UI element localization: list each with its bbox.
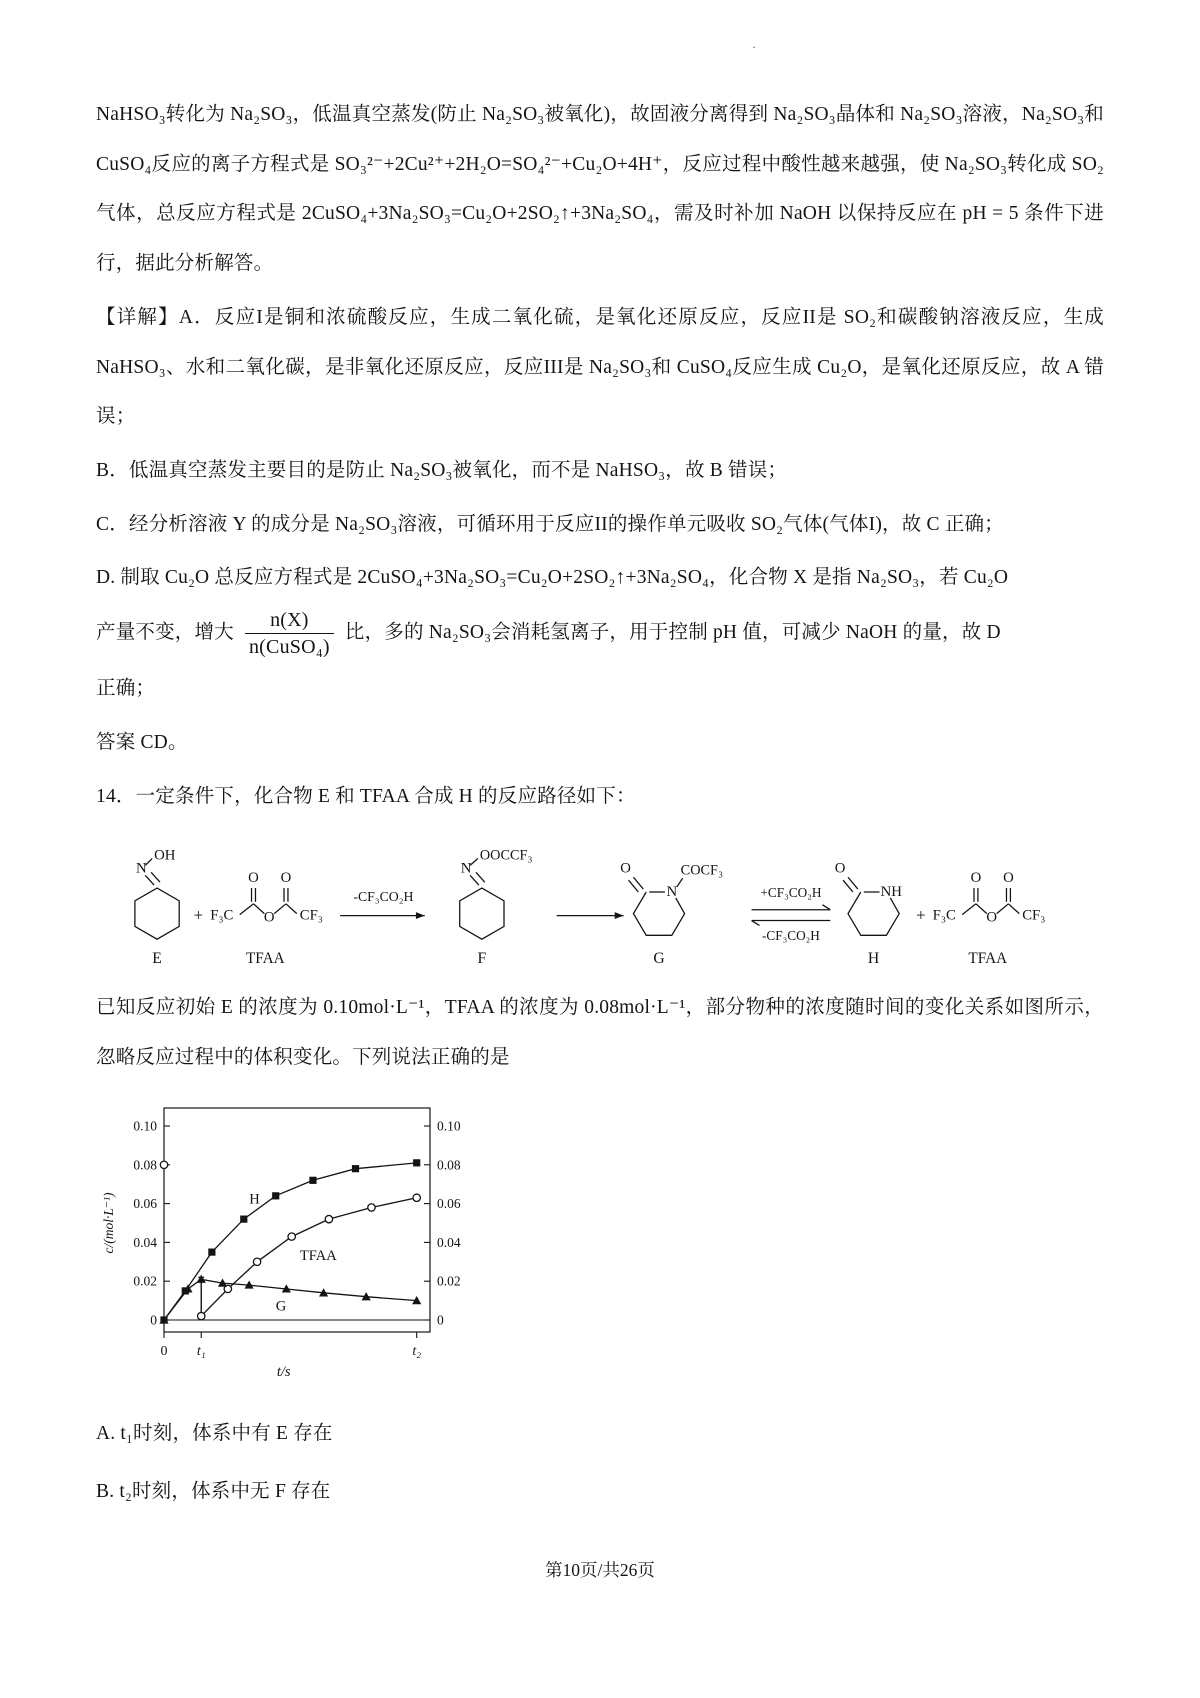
atom-o-label: O: [620, 860, 631, 877]
concentration-chart: [98, 1092, 1104, 1395]
reaction-scheme-svg: [96, 829, 1100, 977]
option-b: B. t₂时刻，体系中无 F 存在: [96, 1481, 331, 1503]
paragraph-detail-a: 【详解】A．反应I是铜和浓硫酸反应，生成二氧化硫，是氧化还原反应，反应II是 SO₂和碳酸钠溶液反应，生成 NaHSO₃、水和二氧化碳，是非氧化还原反应，反应III是 Na₂SO₃和 CuSO₄反应生成 Cu₂O，是氧化还原反应，故 A 错误；: [96, 306, 1104, 428]
svg-text:t/s: t/s: [276, 1364, 291, 1381]
arrow-1-condition: -CF₃CO₂H: [353, 889, 414, 905]
paragraph-detail-d2: [96, 607, 1104, 660]
equilibrium-arrows: [752, 885, 831, 943]
equilibrium-bottom-condition: -CF₃CO₂H: [761, 928, 820, 944]
plus-sign: +: [916, 905, 926, 925]
svg-text:0.04: 0.04: [133, 1235, 157, 1251]
svg-text:0.02: 0.02: [437, 1274, 461, 1290]
group-amide-label: COCF₃: [680, 862, 723, 879]
atom-o-label: O: [248, 870, 259, 887]
paragraph-detail-c: C．经分析溶液 Y 的成分是 Na₂SO₃溶液，可循环用于反应II的操作单元吸收 SO₂气体(气体I)，故 C 正确；: [96, 513, 1004, 535]
group-nh-label: NH: [880, 884, 902, 901]
page-number: 第10页/共26页: [545, 1560, 655, 1580]
group-oh-label: OH: [154, 847, 176, 864]
paragraph-detail-d1: D. 制取 Cu₂O 总反应方程式是 2CuSO₄+3Na₂SO₃=Cu₂O+2SO₂↑+3Na₂SO₄，化合物 X 是指 Na₂SO₃，若 Cu₂O: [96, 567, 1009, 589]
svg-text:c/(mol·L⁻¹): c/(mol·L⁻¹): [101, 1192, 116, 1254]
compound-g-label: G: [653, 950, 665, 968]
text-before-fraction: 产量不变，增大: [96, 622, 234, 644]
fraction-nx-over-ncuso4: [245, 607, 334, 660]
svg-text:0.04: 0.04: [437, 1235, 461, 1251]
chart-svg: [98, 1092, 498, 1390]
svg-text:0.10: 0.10: [437, 1118, 461, 1134]
option-a: A. t₁时刻，体系中有 E 存在: [96, 1423, 333, 1445]
svg-text:0.02: 0.02: [133, 1274, 157, 1290]
structure-h: [835, 861, 903, 968]
compound-tfaa-label: TFAA: [968, 950, 1008, 968]
structure-e: [135, 848, 179, 967]
svg-text:0: 0: [437, 1312, 444, 1328]
compound-tfaa-label: TFAA: [245, 950, 285, 968]
structure-f: [460, 848, 533, 967]
atom-o-label: O: [1003, 870, 1014, 887]
group-cf3-label: CF₃: [299, 907, 323, 924]
structure-tfaa-left: [210, 870, 323, 967]
group-cf3-label: CF₃: [1022, 907, 1046, 924]
structure-tfaa-right: [933, 870, 1046, 967]
atom-o-label: O: [263, 909, 275, 926]
reaction-scheme-figure: [96, 829, 1104, 977]
svg-text:H: H: [249, 1192, 260, 1209]
svg-text:0.06: 0.06: [437, 1196, 461, 1212]
svg-text:G: G: [275, 1298, 287, 1315]
atom-o-label: O: [970, 870, 982, 887]
stray-dot: ·: [752, 40, 756, 54]
group-f3c-label: F₃C: [210, 907, 234, 924]
atom-o-label: O: [834, 860, 846, 877]
svg-text:t₂: t₂: [412, 1344, 422, 1360]
structure-g: [620, 861, 723, 968]
svg-text:t₁: t₁: [196, 1344, 206, 1360]
group-ester-label: OOCCF₃: [479, 847, 533, 864]
paragraph-answer: 答案 CD。: [96, 731, 188, 753]
atom-n-label: N: [666, 884, 678, 901]
svg-text:0.10: 0.10: [133, 1118, 157, 1134]
atom-n-label: N: [460, 860, 472, 877]
equilibrium-top-condition: +CF₃CO₂H: [760, 885, 822, 901]
svg-text:0: 0: [150, 1312, 157, 1328]
paragraph-detail-b: B．低温真空蒸发主要目的是防止 Na₂SO₃被氧化，而不是 NaHSO₃，故 B 错误；: [96, 460, 788, 482]
paragraph-analysis: NaHSO₃转化为 Na₂SO₃，低温真空蒸发(防止 Na₂SO₃被氧化)，故固液分离得到 Na₂SO₃晶体和 Na₂SO₃溶液，Na₂SO₃和 CuSO₄反应的离子方程式是 SO₃²⁻+2Cu²⁺+2H₂O=SO₄²⁻+Cu₂O+4H⁺，反应过程中酸性越来越强，使 Na₂SO₃转化成 SO₂气体，总反应方程式是 2CuSO₄+3Na₂SO₃=Cu₂O+2SO₂↑+3Na₂SO₄，需及时补加 NaOH 以保持反应在 pH = 5 条件下进行，据此分析解答。: [96, 104, 1104, 275]
group-f3c-label: F₃C: [932, 907, 956, 924]
question-14-stem: 14．一定条件下，化合物 E 和 TFAA 合成 H 的反应路径如下：: [96, 785, 636, 807]
reaction-arrow-1: [340, 889, 425, 919]
atom-o-label: O: [280, 870, 292, 887]
svg-text:TFAA: TFAA: [299, 1248, 337, 1265]
question-14-conditions: 已知反应初始 E 的浓度为 0.10mol·L⁻¹，TFAA 的浓度为 0.08mol·L⁻¹，部分物种的浓度随时间的变化关系如图所示，忽略反应过程中的体积变化。下列说法正确的是: [96, 996, 1104, 1068]
fraction-denominator: n(CuSO₄): [245, 633, 334, 660]
atom-n-label: N: [135, 860, 147, 877]
text-after-fraction: 比，多的 Na₂SO₃会消耗氢离子，用于控制 pH 值，可减少 NaOH 的量，故 D: [344, 622, 1001, 644]
compound-h-label: H: [867, 950, 880, 968]
svg-text:0: 0: [160, 1344, 168, 1360]
paragraph-detail-d3: 正确；: [96, 678, 156, 700]
fraction-numerator: n(X): [270, 609, 309, 632]
svg-text:0.06: 0.06: [133, 1196, 157, 1212]
compound-f-label: F: [477, 950, 487, 968]
reaction-arrow-2: [557, 913, 624, 920]
atom-o-label: O: [986, 909, 998, 926]
compound-e-label: E: [152, 950, 162, 968]
plus-sign: +: [193, 905, 204, 925]
svg-text:0.08: 0.08: [437, 1157, 461, 1173]
svg-text:0.08: 0.08: [133, 1157, 157, 1173]
